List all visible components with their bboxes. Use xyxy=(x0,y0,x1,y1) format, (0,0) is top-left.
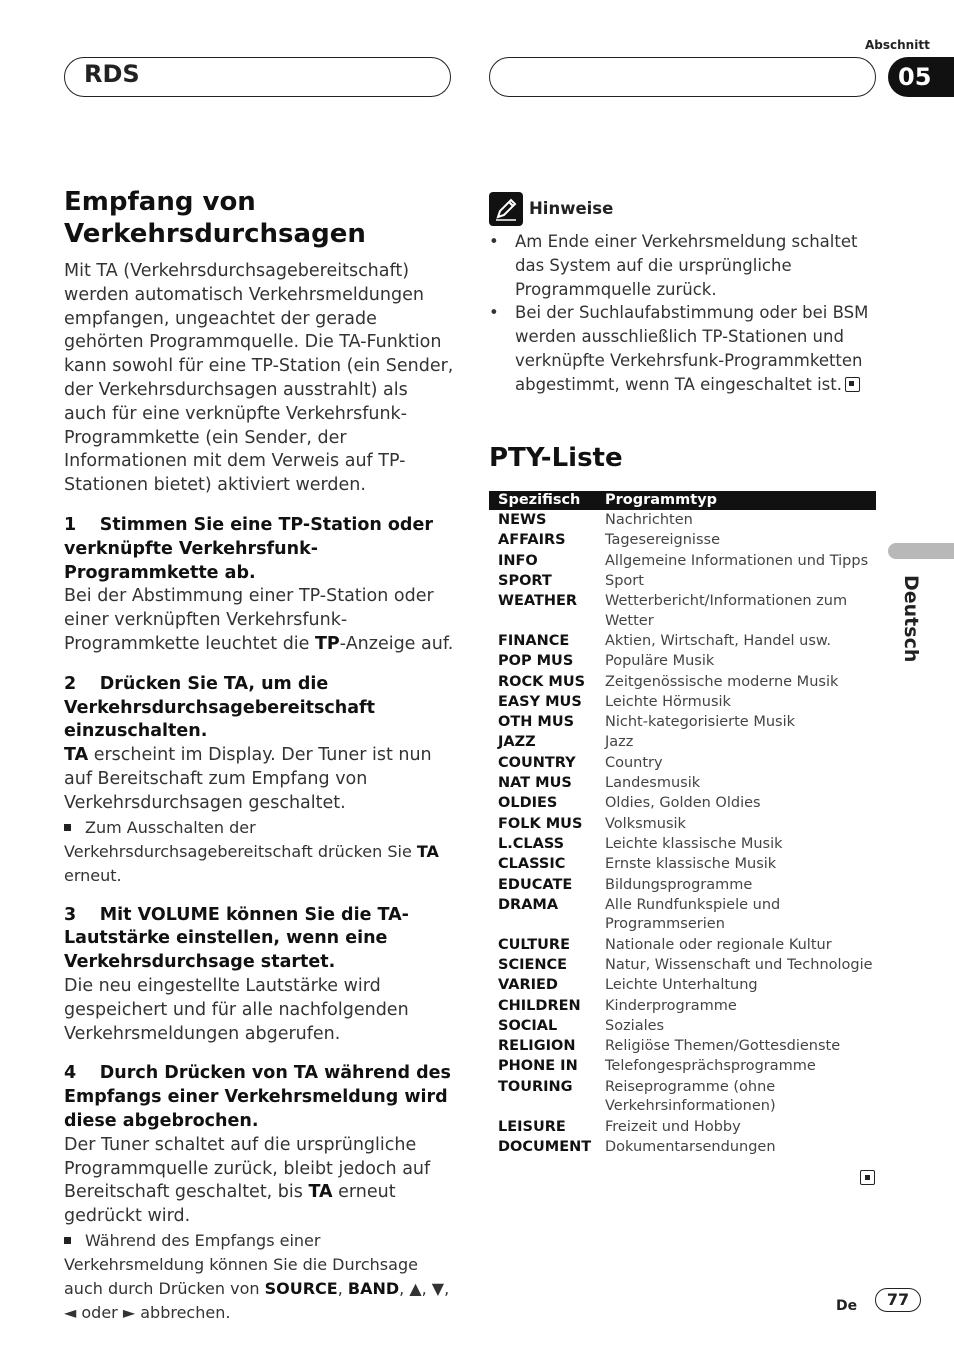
table-row xyxy=(489,855,876,875)
end-marker-icon xyxy=(845,377,860,392)
pty-description: Nicht-kategorisierte Musik xyxy=(605,714,796,731)
step-text: Die neu eingestellte Lautstärke wird gespeichert und für alle nachfolgenden Verkehrsmeldungen abgerufen. xyxy=(64,975,409,1044)
table-row xyxy=(489,652,876,672)
pty-code: L.CLASS xyxy=(498,835,565,852)
pty-description: Dokumentarsendungen xyxy=(605,1138,776,1155)
table-row xyxy=(489,572,876,592)
note-text-part: , xyxy=(337,1278,348,1298)
pty-table-header xyxy=(489,491,876,510)
ta-label: TA xyxy=(308,1182,333,1203)
ta-label: TA xyxy=(64,745,89,766)
step-text xyxy=(64,585,454,656)
pty-code: LEISURE xyxy=(498,1118,566,1135)
table-row xyxy=(489,956,876,976)
table-row xyxy=(489,794,876,814)
pty-code: CLASSIC xyxy=(498,856,566,873)
step-text-part: erneut gedrückt wird. xyxy=(64,1182,396,1227)
pty-description: Jazz xyxy=(605,734,634,751)
pty-code: FOLK MUS xyxy=(498,815,583,832)
pty-code: JAZZ xyxy=(498,734,536,751)
step-text-part: -Anzeige auf. xyxy=(339,633,454,654)
pty-description: Landesmusik xyxy=(605,775,701,792)
table-row xyxy=(489,754,876,774)
note-bullet-icon xyxy=(64,824,71,831)
table-row xyxy=(489,1017,876,1037)
page-number: 77 xyxy=(875,1288,921,1312)
pty-description: Religiöse Themen/Gottesdienste xyxy=(605,1038,841,1055)
table-row xyxy=(489,835,876,855)
pty-description: Soziales xyxy=(605,1017,665,1034)
section-number-badge: 05 xyxy=(888,57,954,97)
pty-code: WEATHER xyxy=(498,593,578,610)
pty-description: Volksmusik xyxy=(605,815,686,832)
pty-code: PHONE IN xyxy=(498,1058,578,1075)
pty-description: Country xyxy=(605,754,663,771)
step-2 xyxy=(64,673,454,888)
pty-code: NEWS xyxy=(498,512,547,528)
source-label: SOURCE xyxy=(264,1278,338,1298)
table-row xyxy=(489,673,876,693)
intro-paragraph: Mit TA (Verkehrsdurchsagebereitschaft) werden automatisch Verkehrsmeldungen empfangen, ungeachtet der gerade gehörten Programmquelle. Die TA-Funktion kann sowohl für eine TP-Station (ein Sender, der Verkehrsdurchsagen ausstrahlt) als auch für eine verknüpfte Verkehrsfunk-Programmkette (ein Sender, der Informationen mit dem Verweis auf TP-Stationen bietet) aktiviert werden. xyxy=(64,261,454,496)
table-row xyxy=(489,997,876,1017)
table-row xyxy=(489,896,876,935)
pty-description: Oldies, Golden Oldies xyxy=(605,795,761,812)
pty-code: VARIED xyxy=(498,977,558,994)
pty-code: SCIENCE xyxy=(498,956,568,973)
hint-item xyxy=(489,301,876,396)
pty-description: Alle Rundfunkspiele und Programmserien xyxy=(605,896,781,933)
language-tab-label: Deutsch xyxy=(900,575,922,663)
hint-title: Hinweise xyxy=(529,199,614,218)
pty-code: TOURING xyxy=(498,1078,573,1095)
pty-code: EASY MUS xyxy=(498,693,582,710)
pty-code: OTH MUS xyxy=(498,714,575,731)
step-note xyxy=(64,1229,454,1325)
note-text-part: Während des Empfangs einer Verkehrsmeldung können Sie die Durchsage auch durch Drücken von xyxy=(64,1230,418,1298)
pty-description: Ernste klassische Musik xyxy=(605,856,777,873)
table-row xyxy=(489,936,876,956)
step-4 xyxy=(64,1062,454,1325)
pty-code: AFFAIRS xyxy=(498,532,566,549)
pty-description: Kinderprogramme xyxy=(605,997,737,1014)
pty-code: INFO xyxy=(498,552,538,569)
table-row xyxy=(489,632,876,652)
language-tab-marker xyxy=(888,543,954,559)
page-header-title: RDS xyxy=(84,60,140,88)
pty-description: Leichte Unterhaltung xyxy=(605,977,758,994)
pty-description: Nationale oder regionale Kultur xyxy=(605,936,832,953)
pty-description: Freizeit und Hobby xyxy=(605,1118,741,1135)
left-column xyxy=(64,186,454,1325)
end-marker-icon xyxy=(860,1170,875,1185)
section-label: Abschnitt xyxy=(865,38,930,52)
step-heading: 1 Stimmen Sie eine TP-Station oder verknüpfte Verkehrsfunk-Programmkette ab. xyxy=(64,514,433,583)
footer-language: De xyxy=(836,1298,858,1314)
pty-code: POP MUS xyxy=(498,653,574,670)
step-1 xyxy=(64,514,454,657)
pty-description: Bildungsprogramme xyxy=(605,876,753,893)
pty-code: OLDIES xyxy=(498,795,558,812)
table-row xyxy=(489,1078,876,1117)
step-3 xyxy=(64,904,454,1047)
pty-table-body xyxy=(489,511,876,1157)
pty-code: SOCIAL xyxy=(498,1017,558,1034)
table-row xyxy=(489,592,876,631)
pty-description: Aktien, Wirtschaft, Handel usw. xyxy=(605,632,832,649)
column-header: Programmtyp xyxy=(605,492,718,508)
table-row xyxy=(489,774,876,794)
pty-code: ROCK MUS xyxy=(498,673,586,690)
pty-heading: PTY-Liste xyxy=(489,443,623,473)
table-row xyxy=(489,876,876,896)
step-text-part: erscheint im Display. Der Tuner ist nun auf Bereitschaft zum Empfang von Verkehrsdurchsagen geschaltet. xyxy=(64,745,432,813)
table-row xyxy=(489,815,876,835)
pty-description: Leichte Hörmusik xyxy=(605,693,731,710)
step-note xyxy=(64,816,454,888)
note-text-part: Zum Ausschalten der Verkehrsdurchsagebereitschaft drücken Sie xyxy=(64,817,417,861)
step-heading: 2 Drücken Sie TA, um die Verkehrsdurchsagebereitschaft einzuschalten. xyxy=(64,673,375,742)
pty-code: SPORT xyxy=(498,572,552,589)
pty-description: Zeitgenössische moderne Musik xyxy=(605,673,839,690)
pty-code: DRAMA xyxy=(498,896,559,913)
pty-description: Reiseprogramme (ohne Verkehrsinformationen) xyxy=(605,1078,776,1115)
section-heading: Empfang von Verkehrsdurchsagen xyxy=(64,187,366,249)
pty-description: Populäre Musik xyxy=(605,653,715,670)
note-text-part: erneut. xyxy=(64,865,122,885)
table-row xyxy=(489,552,876,572)
column-header: Spezifisch xyxy=(498,492,581,508)
band-label: BAND xyxy=(347,1278,400,1298)
ta-label: TA xyxy=(416,841,439,861)
pty-code: NAT MUS xyxy=(498,775,572,792)
pty-description: Tagesereignisse xyxy=(605,532,720,549)
pty-description: Telefongesprächsprogramme xyxy=(605,1058,816,1075)
hint-item: • Am Ende einer Verkehrsmeldung schaltet das System auf die ursprüngliche Programmquelle zurück. xyxy=(489,230,876,301)
table-row xyxy=(489,693,876,713)
table-row xyxy=(489,1138,876,1158)
step-text-part: Bei der Abstimmung einer TP-Station oder einer verknüpften Verkehrsfunk-Programmkette leuchtet die xyxy=(64,586,434,654)
step-text xyxy=(64,744,454,815)
note-bullet-icon xyxy=(64,1237,71,1244)
pty-code: DOCUMENT xyxy=(498,1138,592,1155)
pencil-note-icon xyxy=(489,192,523,226)
table-row xyxy=(489,531,876,551)
pty-description: Nachrichten xyxy=(605,512,693,528)
step-text xyxy=(64,1134,454,1229)
note-text-part: , ▲, ▼, ◄ oder ► abbrechen. xyxy=(64,1278,450,1322)
pty-description: Leichte klassische Musik xyxy=(605,835,783,852)
pty-code: FINANCE xyxy=(498,632,570,649)
table-row xyxy=(489,1118,876,1138)
step-text-part: Der Tuner schaltet auf die ursprüngliche Programmquelle zurück, bleibt jedoch auf Bereitschaft geschaltet, bis xyxy=(64,1134,431,1203)
pty-code: EDUCATE xyxy=(498,876,573,893)
step-heading: 3 Mit VOLUME können Sie die TA-Lautstärke einstellen, wenn eine Verkehrsdurchsage startet. xyxy=(64,904,409,973)
table-row xyxy=(489,1037,876,1057)
pty-code: RELIGION xyxy=(498,1038,576,1055)
hint-text: Bei der Suchlaufabstimmung oder bei BSM werden ausschließlich TP-Stationen und verknüpfte Verkehrsfunk-Programmketten abgestimmt, wenn TA eingeschaltet ist. xyxy=(515,303,869,394)
pty-code: COUNTRY xyxy=(498,754,576,771)
table-row xyxy=(489,976,876,996)
table-row xyxy=(489,1057,876,1077)
hint-list xyxy=(489,230,876,397)
pty-description: Sport xyxy=(605,572,644,589)
tp-indicator-label: TP xyxy=(315,633,340,654)
pty-description: Allgemeine Informationen und Tipps xyxy=(605,552,869,569)
header-right-frame xyxy=(489,57,876,97)
table-row xyxy=(489,733,876,753)
pty-table xyxy=(489,491,876,1158)
pty-code: CULTURE xyxy=(498,936,570,953)
table-row xyxy=(489,713,876,733)
table-row xyxy=(489,511,876,531)
pty-description: Natur, Wissenschaft und Technologie xyxy=(605,956,873,973)
pty-code: CHILDREN xyxy=(498,997,581,1014)
pty-description: Wetterbericht/Informationen zum Wetter xyxy=(605,593,848,629)
step-heading: 4 Durch Drücken von TA während des Empfangs einer Verkehrsmeldung wird diese abgebrochen. xyxy=(64,1063,451,1131)
end-marker xyxy=(857,1168,875,1187)
